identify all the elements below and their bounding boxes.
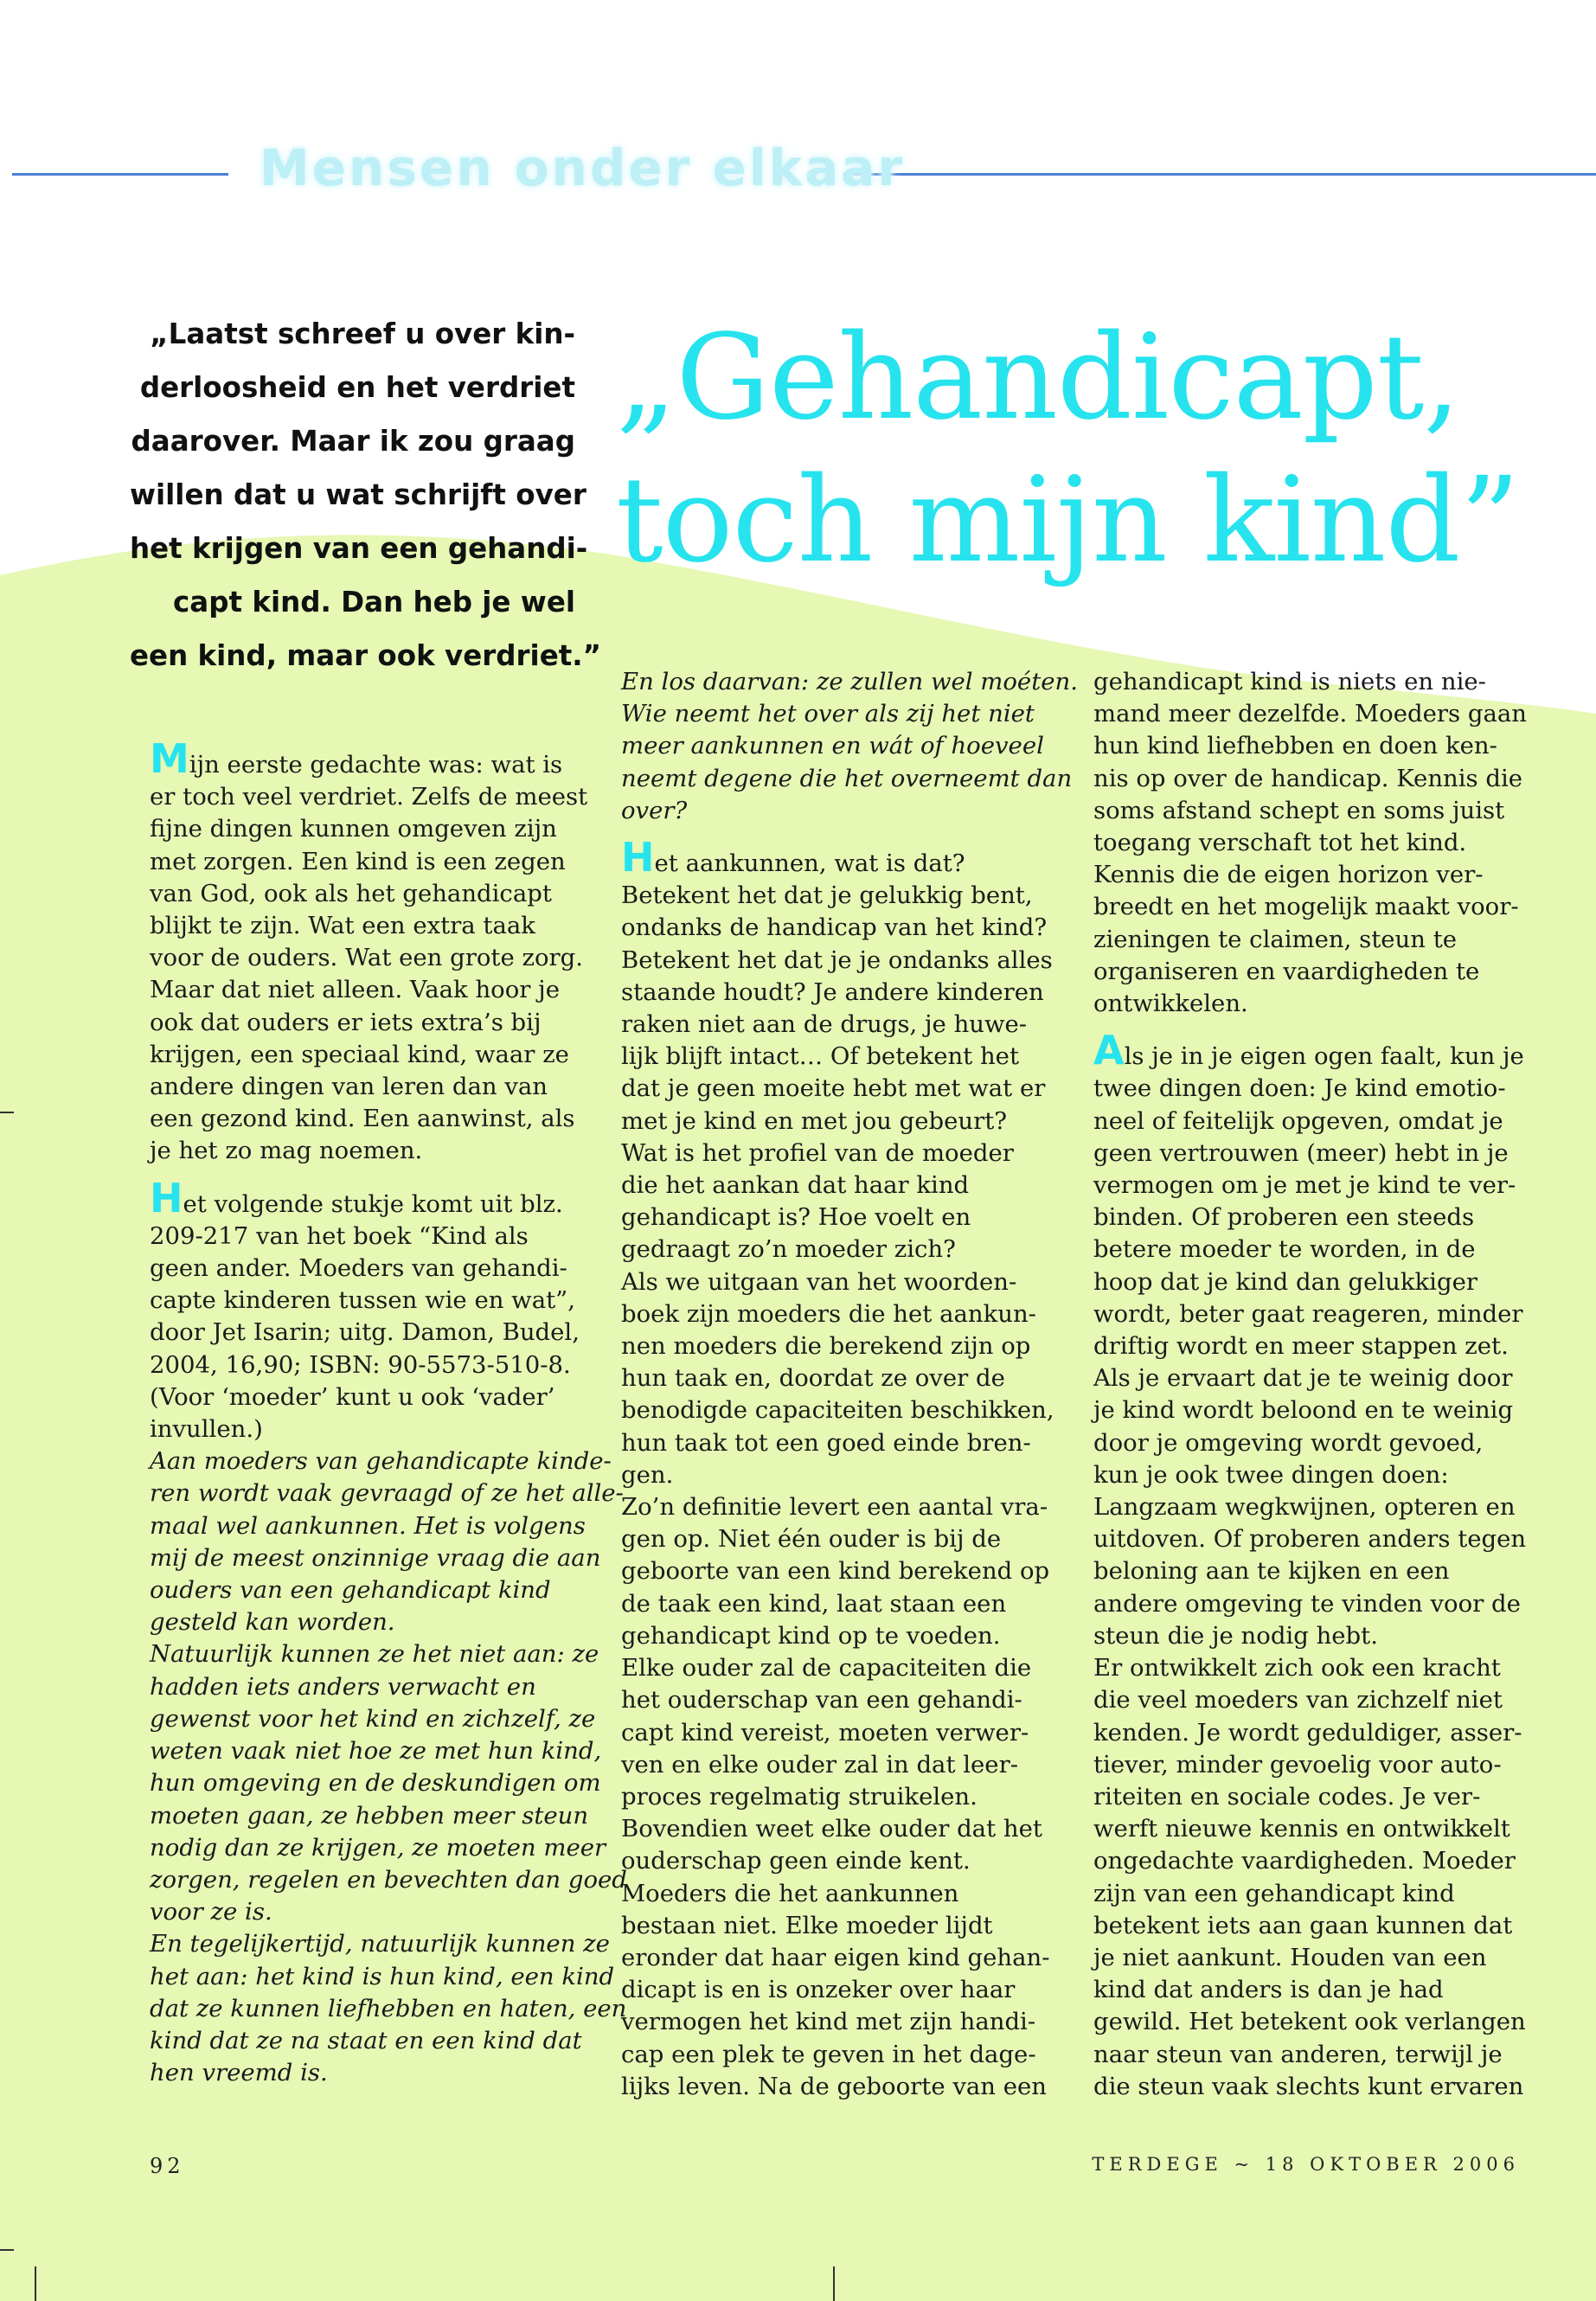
text-line: neel of feitelijk opgeven, omdat je xyxy=(1093,1106,1503,1135)
text-line: de taak een kind, laat staan een xyxy=(621,1589,1007,1618)
section-label: Mensen onder elkaar xyxy=(260,138,906,197)
text-line: over? xyxy=(621,796,688,824)
text-line-content: ls je in je eigen ogen faalt, kun je xyxy=(1124,1042,1524,1071)
text-line: er toch veel verdriet. Zelfs de meest xyxy=(150,783,588,811)
text-line: Elke ouder zal de capaciteiten die xyxy=(621,1654,1032,1682)
paragraph xyxy=(1093,1027,1543,2103)
text-line: weten vaak niet hoe ze met hun kind, xyxy=(150,1737,602,1766)
text-line: ook dat ouders er iets extra’s bij xyxy=(150,1008,542,1036)
text-line: gehandicapt kind is niets en nie- xyxy=(1093,668,1486,695)
text-line: die veel moeders van zichzelf niet xyxy=(1093,1686,1503,1715)
text-line: gehandicapt is? Hoe voelt en xyxy=(621,1203,971,1232)
text-line: (Voor ‘moeder’ kunt u ook ‘vader’ xyxy=(150,1382,555,1411)
publication-footer: TERDEGE ~ 18 OKTOBER 2006 xyxy=(1092,2154,1520,2175)
text-line: twee dingen doen: Je kind emotio- xyxy=(1093,1074,1506,1103)
text-line: het aan: het kind is hun kind, een kind xyxy=(150,1962,615,1990)
text-line: moeten gaan, ze hebben meer steun xyxy=(150,1801,589,1830)
text-line: nis op over de handicap. Kennis die xyxy=(1093,764,1523,792)
text-line: blijkt te zijn. Wat een extra taak xyxy=(150,912,535,940)
lead-line: capt kind. Dan heb je wel xyxy=(173,586,575,619)
title-line: „Gehandicapt, xyxy=(616,310,1460,446)
text-line: boek zijn moeders die het aankun- xyxy=(621,1299,1036,1328)
crop-mark xyxy=(0,1112,14,1113)
text-line: dicapt is en is onzeker over haar xyxy=(621,1976,1016,2004)
text-line: kind dat ze na staat en een kind dat xyxy=(150,2026,582,2054)
text-line: hadden iets anders verwacht en xyxy=(150,1672,536,1701)
text-line: geen vertrouwen (meer) hebt in je xyxy=(1093,1138,1509,1167)
quoted-excerpt xyxy=(621,666,1078,827)
text-line: riteiten en sociale codes. Je ver- xyxy=(1093,1782,1481,1811)
text-line: benodigde capaciteiten beschikken, xyxy=(621,1396,1054,1425)
text-line: Natuurlijk kunnen ze het niet aan: ze xyxy=(150,1640,599,1669)
paragraph xyxy=(621,834,1071,2103)
text-line: capt kind vereist, moeten verwer- xyxy=(621,1718,1029,1747)
text-line: zorgen, regelen en bevechten dan goed xyxy=(150,1865,627,1894)
text-line: voor de ouders. Wat een grote zorg. xyxy=(150,944,584,972)
text-line: Langzaam wegkwijnen, opteren en xyxy=(1093,1493,1516,1522)
text-line: gehandicapt kind op te voeden. xyxy=(621,1621,1001,1650)
text-line: Bovendien weet elke ouder dat het xyxy=(621,1815,1042,1843)
text-line: Betekent het dat je je ondanks alles xyxy=(621,945,1053,974)
text-line: die het aankan dat haar kind xyxy=(621,1171,970,1200)
text-line: kind dat anders is dan je had xyxy=(1093,1976,1444,2004)
text-line: ouderschap geen einde kent. xyxy=(621,1847,971,1875)
text-line: hen vreemd is. xyxy=(150,2059,328,2087)
text-line: hun kind liefhebben en doen ken- xyxy=(1093,732,1497,760)
text-column-1 xyxy=(150,735,627,2089)
text-line: met zorgen. Een kind is een zegen xyxy=(150,847,566,875)
text-line: je het zo mag noemen. xyxy=(150,1137,423,1165)
drop-cap: H xyxy=(621,834,655,881)
text-line: soms afstand schept en soms juist xyxy=(1093,796,1505,824)
text-line: andere omgeving te vinden voor de xyxy=(1093,1589,1521,1618)
text-line: ontwikkelen. xyxy=(1093,990,1248,1018)
text-line: Kennis die de eigen horizon ver- xyxy=(1093,861,1484,889)
text-line: Wat is het profiel van de moeder xyxy=(621,1138,1014,1167)
text-line: hoop dat je kind dan gelukkiger xyxy=(1093,1267,1478,1296)
text-line: fijne dingen kunnen omgeven zijn xyxy=(150,815,557,843)
text-column-2 xyxy=(621,666,1078,2103)
text-line: dat je geen moeite hebt met wat er xyxy=(621,1074,1046,1103)
lead-line: het krijgen van een gehandi- xyxy=(130,532,588,565)
text-line: ven en elke ouder zal in dat leer- xyxy=(621,1750,1019,1779)
article-title xyxy=(616,307,1567,593)
text-line: zijn van een gehandicapt kind xyxy=(1093,1879,1455,1907)
drop-cap: A xyxy=(1093,1027,1125,1074)
text-line: Wie neemt het over als zij het niet xyxy=(621,700,1035,728)
text-line: 2004, 16,90; ISBN: 90-5573-510-8. xyxy=(150,1350,571,1379)
text-line: Als je ervaart dat je te weinig door xyxy=(1093,1364,1513,1393)
text-line: Moeders die het aankunnen xyxy=(621,1879,959,1907)
text-line: vermogen om je met je kind te ver- xyxy=(1093,1171,1516,1200)
text-line: die steun vaak slechts kunt ervaren xyxy=(1093,2072,1524,2100)
text-line: lijks leven. Na de geboorte van een xyxy=(621,2072,1047,2100)
text-line: capte kinderen tussen wie en wat”, xyxy=(150,1286,575,1315)
text-line: 209-217 van het boek “Kind als xyxy=(150,1221,529,1250)
text-line-content: et aankunnen, wat is dat? xyxy=(654,849,965,878)
text-line: beloning aan te kijken en een xyxy=(1093,1557,1450,1586)
text-line: met je kind en met jou gebeurt? xyxy=(621,1106,1008,1135)
text-line: bestaan niet. Elke moeder lijdt xyxy=(621,1911,993,1939)
text-line xyxy=(1093,1027,1543,1074)
text-line: naar steun van anderen, terwijl je xyxy=(1093,2040,1503,2068)
text-line: En los daarvan: ze zullen wel moéten. xyxy=(621,668,1078,695)
text-line: een gezond kind. Een aanwinst, als xyxy=(150,1105,575,1133)
lead-quote xyxy=(130,307,601,683)
text-line: betere moeder te worden, in de xyxy=(1093,1235,1476,1264)
text-line: Er ontwikkelt zich ook een kracht xyxy=(1093,1654,1501,1682)
text-column-3 xyxy=(1093,666,1543,2103)
text-line: steun die je nodig hebt. xyxy=(1093,1621,1378,1650)
text-line: Als we uitgaan van het woorden- xyxy=(621,1267,1017,1296)
text-line: driftig wordt en meer stappen zet. xyxy=(1093,1332,1509,1361)
text-line: toegang verschaft tot het kind. xyxy=(1093,829,1467,857)
lead-line: een kind, maar ook verdriet.” xyxy=(130,639,601,672)
text-line: organiseren en vaardigheden te xyxy=(1093,957,1480,985)
text-line: kenden. Je wordt geduldiger, asser- xyxy=(1093,1718,1522,1747)
text-line: voor ze is. xyxy=(150,1898,272,1926)
text-line: Zo’n definitie levert een aantal vra- xyxy=(621,1493,1048,1522)
text-line: raken niet aan de drugs, je huwe- xyxy=(621,1010,1028,1039)
text-line: hun omgeving en de deskundigen om xyxy=(150,1769,601,1798)
paragraph xyxy=(150,735,599,1168)
text-line: wordt, beter gaat reageren, minder xyxy=(1093,1299,1523,1328)
text-line: door je omgeving wordt gevoed, xyxy=(1093,1428,1484,1457)
text-line: krijgen, een speciaal kind, waar ze xyxy=(150,1040,569,1068)
text-line: betekent iets aan gaan kunnen dat xyxy=(1093,1911,1513,1939)
lead-line: „Laatst schreef u over kin- xyxy=(150,317,575,350)
text-line: gen. xyxy=(621,1460,674,1489)
lead-line: derloosheid en het verdriet xyxy=(139,371,575,404)
text-line: het ouderschap van een gehandi- xyxy=(621,1686,1022,1715)
text-line: Aan moeders van gehandicapte kinde- xyxy=(150,1447,612,1476)
crop-mark xyxy=(833,2266,835,2301)
text-line: geen ander. Moeders van gehandi- xyxy=(150,1254,567,1283)
text-line: nen moeders die berekend zijn op xyxy=(621,1332,1031,1361)
lead-line: daarover. Maar ik zou graag xyxy=(131,425,575,458)
text-line: meer aankunnen en wát of hoeveel xyxy=(621,732,1044,760)
text-line: geboorte van een kind berekend op xyxy=(621,1557,1050,1586)
text-line: kun je ook twee dingen doen: xyxy=(1093,1460,1449,1489)
text-line: ouders van een gehandicapt kind xyxy=(150,1576,551,1605)
text-line: staande houdt? Je andere kinderen xyxy=(621,977,1044,1006)
text-line: je kind wordt beloond en te weinig xyxy=(1093,1396,1514,1425)
text-line: dat ze kunnen liefhebben en haten, een xyxy=(150,1994,627,2022)
text-line xyxy=(150,735,599,782)
drop-cap: H xyxy=(150,1174,183,1221)
text-line: vermogen het kind met zijn handi- xyxy=(621,2008,1036,2036)
text-line: zieningen te claimen, steun te xyxy=(1093,925,1458,953)
text-line: mand meer dezelfde. Moeders gaan xyxy=(1093,700,1527,728)
text-line: ondanks de handicap van het kind? xyxy=(621,913,1048,942)
text-line: nodig dan ze krijgen, ze moeten meer xyxy=(150,1833,606,1862)
text-line: hun taak tot een goed einde bren- xyxy=(621,1428,1031,1457)
text-line: Betekent het dat je gelukkig bent, xyxy=(621,881,1033,910)
text-line: cap een plek te geven in het dage- xyxy=(621,2040,1036,2068)
text-line: uitdoven. Of proberen anders tegen xyxy=(1093,1525,1527,1554)
text-line: tiever, minder gevoelig voor auto- xyxy=(1093,1750,1502,1779)
text-line: neemt degene die het overneemt dan xyxy=(621,764,1073,792)
drop-cap: M xyxy=(150,735,189,782)
text-line xyxy=(621,834,1071,881)
text-line: proces regelmatig struikelen. xyxy=(621,1782,977,1811)
text-line: invullen.) xyxy=(150,1415,263,1444)
text-line-content: ijn eerste gedachte was: wat is xyxy=(189,751,563,779)
crop-mark xyxy=(0,2249,14,2251)
paragraph xyxy=(1093,666,1543,1020)
text-line: ren wordt vaak gevraagd of ze het alle- xyxy=(150,1479,624,1508)
page-number: 92 xyxy=(150,2154,185,2178)
text-line: gewild. Het betekent ook verlangen xyxy=(1093,2008,1526,2036)
text-line: andere dingen van leren dan van xyxy=(150,1073,548,1101)
text-line: eronder dat haar eigen kind gehan- xyxy=(621,1943,1050,1971)
text-line: mij de meest onzinnige vraag die aan xyxy=(150,1543,601,1572)
text-line: breedt en het mogelijk maakt voor- xyxy=(1093,893,1519,921)
text-line xyxy=(150,1174,599,1221)
text-line: je niet aankunt. Houden van een xyxy=(1093,1943,1487,1971)
text-line: gewenst voor het kind en zichzelf, ze xyxy=(150,1704,596,1733)
text-line: door Jet Isarin; uitg. Damon, Budel, xyxy=(150,1318,580,1347)
lead-line: willen dat u wat schrijft over xyxy=(130,478,586,511)
text-line: Maar dat niet alleen. Vaak hoor je xyxy=(150,976,560,1004)
text-line: binden. Of proberen een steeds xyxy=(1093,1203,1475,1232)
text-line: ongedachte vaardigheden. Moeder xyxy=(1093,1847,1516,1875)
text-line: van God, ook als het gehandicapt xyxy=(150,879,552,907)
text-line: gedraagt zo’n moeder zich? xyxy=(621,1235,956,1264)
crop-mark xyxy=(35,2266,36,2301)
title-line: toch mijn kind” xyxy=(616,452,1520,589)
paragraph xyxy=(150,1174,599,1446)
text-line: werft nieuwe kennis en ontwikkelt xyxy=(1093,1815,1510,1843)
text-line: gesteld kan worden. xyxy=(150,1608,395,1637)
header-rule-right xyxy=(843,173,1596,176)
text-line: En tegelijkertijd, natuurlijk kunnen ze xyxy=(150,1930,610,1958)
text-line: lijk blijft intact… Of betekent het xyxy=(621,1042,1020,1071)
quoted-excerpt xyxy=(150,1445,627,2089)
text-line: gen op. Niet één ouder is bij de xyxy=(621,1525,1002,1554)
text-line: maal wel aankunnen. Het is volgens xyxy=(150,1511,586,1540)
text-line: hun taak en, doordat ze over de xyxy=(621,1364,1005,1393)
header-rule-left xyxy=(12,173,228,176)
text-line-content: et volgende stukje komt uit blz. xyxy=(183,1189,563,1218)
